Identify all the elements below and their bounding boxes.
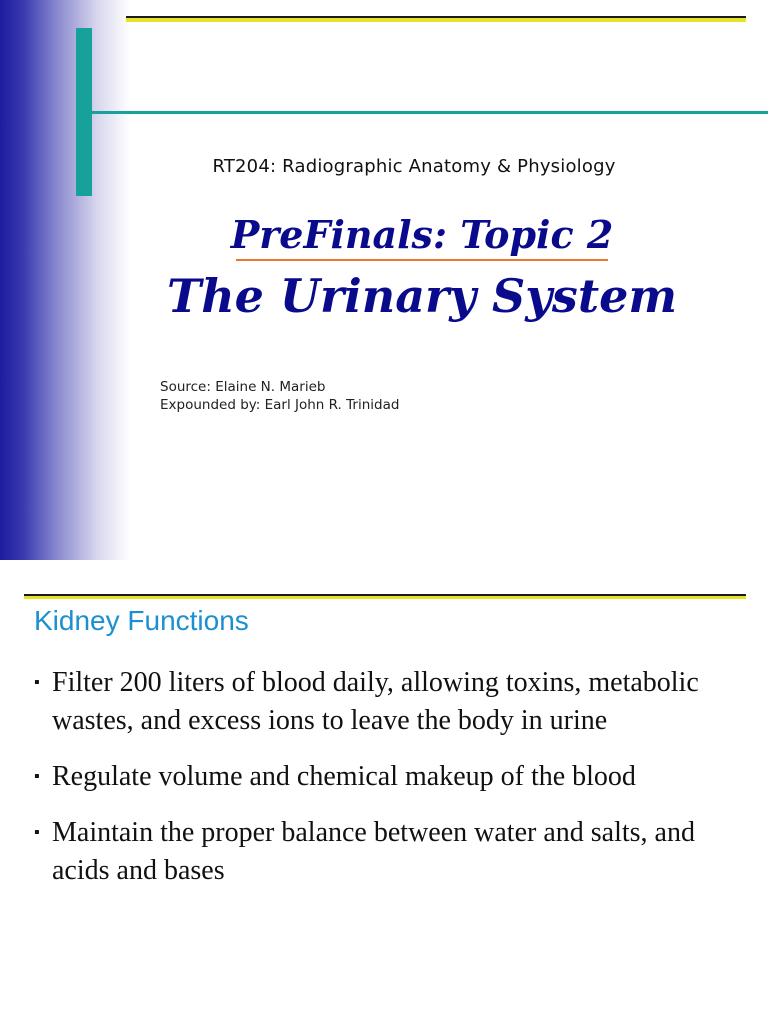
bullet-square-icon: ▪ [34, 824, 40, 841]
course-title: RT204: Radiographic Anatomy & Physiology [212, 156, 616, 177]
credits [160, 378, 399, 414]
bullet-list [34, 664, 734, 908]
bullet-item [34, 758, 734, 796]
slide-title: The Urinary System [166, 269, 678, 323]
content-slide [0, 580, 768, 1024]
expounded-line: Expounded by: Earl John R. Trinidad [160, 397, 400, 413]
bullet-item [34, 814, 734, 890]
bullet-text: Filter 200 liters of blood daily, allowing toxins, metabolic wastes, and excess ions to leave the body in urine [52, 667, 699, 736]
top-rule [24, 594, 746, 599]
source-line: Source: Elaine N. Marieb [160, 379, 326, 395]
topic-underline [236, 259, 608, 261]
bullet-item [34, 664, 734, 740]
teal-horizontal-rule [92, 111, 768, 114]
bullet-text: Regulate volume and chemical makeup of the blood [52, 761, 636, 792]
top-rule [126, 16, 746, 22]
bullet-text: Maintain the proper balance between water and salts, and acids and bases [52, 817, 695, 886]
bullet-square-icon: ▪ [34, 768, 40, 785]
slide-heading: Kidney Functions [34, 605, 249, 636]
topic-title: PreFinals: Topic 2 [230, 212, 614, 257]
bullet-square-icon: ▪ [34, 674, 40, 691]
